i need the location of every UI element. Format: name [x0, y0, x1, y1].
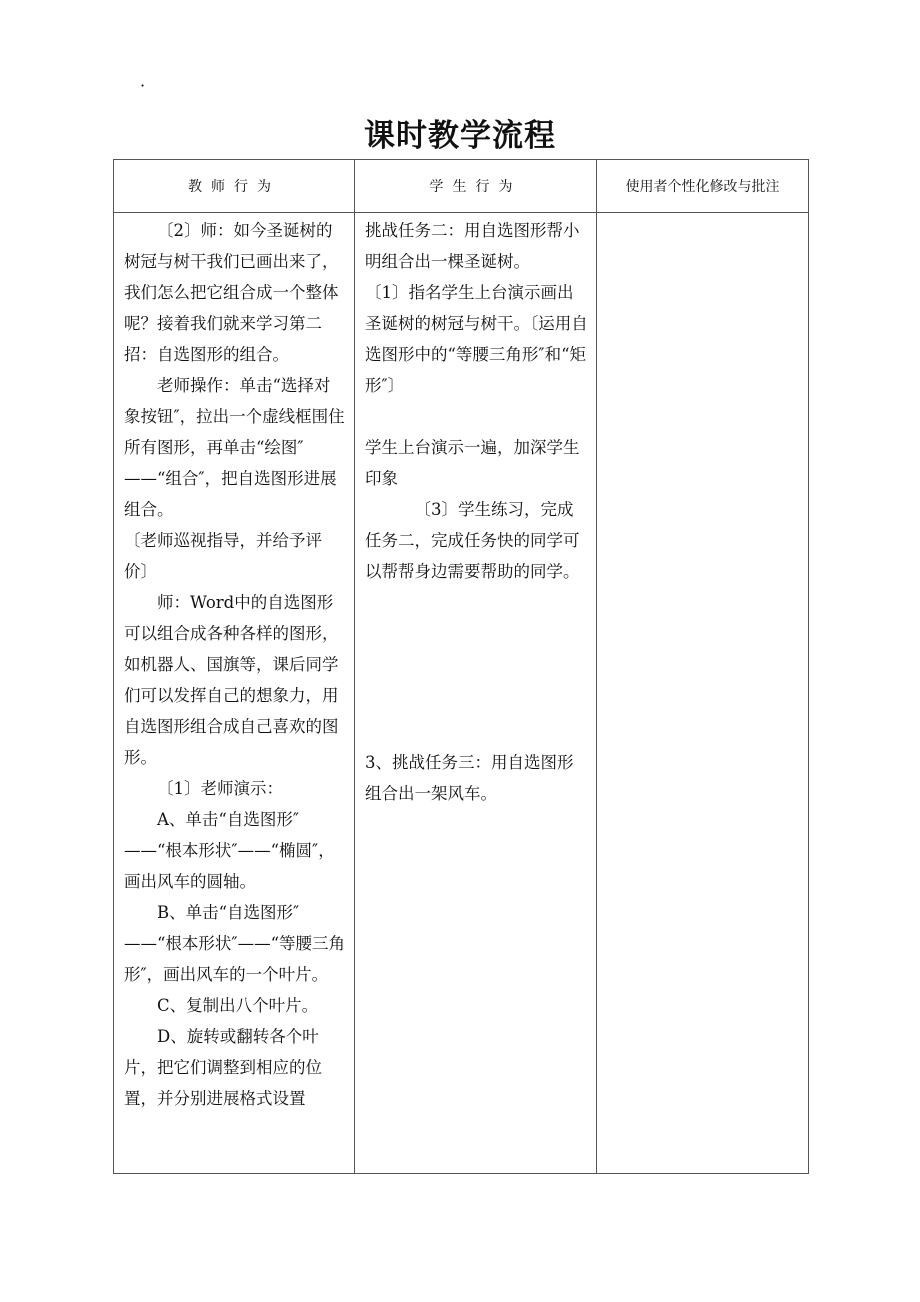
notes-column[interactable] [597, 213, 809, 1174]
teacher-column [114, 213, 355, 1174]
teacher-paragraph: D、旋转或翻转各个叶片，把它们调整到相应的位置，并分别进展格式设置 [124, 1027, 322, 1108]
student-paragraph: 3、挑战任务三：用自选图形组合出一架风车。 [365, 753, 574, 803]
teacher-paragraph: C、复制出八个叶片。 [157, 996, 319, 1015]
student-paragraph: 〔1〕指名学生上台演示画出圣诞树的树冠与树干。〔运用自选图形中的“等腰三角形″和“矩形″〕 [365, 283, 588, 395]
teacher-paragraph: 师：Word中的自选图形可以组合成各种各样的图形，如机器人、国旗等，课后同学们可以发挥自己的想象力，用自选图形组合成自己喜欢的图形。 [124, 593, 339, 767]
lesson-flow-table [113, 159, 809, 1174]
table-body-row [114, 213, 809, 1174]
teacher-paragraph: 〔1〕老师演示： [157, 779, 283, 798]
student-paragraph: 挑战任务二：用自选图形帮小明组合出一棵圣诞树。 [365, 221, 580, 271]
student-paragraph: 学生上台演示一遍，加深学生印象 [365, 438, 580, 488]
teacher-paragraph: 〔老师巡视指导，并给予评价〕 [124, 531, 322, 581]
header-mark: · [140, 76, 146, 95]
teacher-paragraph: A、单击“自选图形″——“根本形状″——“椭圆″，画出风车的圆轴。 [124, 810, 335, 891]
teacher-paragraph: 〔2〕师：如今圣诞树的树冠与树干我们已画出来了，我们怎么把它组合成一个整体呢？接着我们就来学习第二招：自选图形的组合。 [124, 221, 339, 364]
header-user-notes: 使用者个性化修改与批注 [597, 160, 809, 213]
table-header-row [114, 160, 809, 213]
student-column [355, 213, 597, 1174]
page-title: 课时教学流程 [364, 118, 556, 154]
header-teacher-behavior: 教师行为 [114, 160, 355, 213]
teacher-paragraph: 老师操作：单击“选择对象按钮″，拉出一个虚线框围住所有图形，再单击“绘图″——“组合″，把自选图形进展组合。 [124, 376, 345, 519]
student-paragraph: 〔3〕学生练习，完成任务二，完成任务快的同学可以帮帮身边需要帮助的同学。 [365, 500, 580, 581]
notes-content [597, 213, 808, 215]
header-student-behavior: 学生行为 [355, 160, 597, 213]
teacher-paragraph: B、单击“自选图形″——“根本形状″——“等腰三角形″，画出风车的一个叶片。 [124, 903, 346, 984]
